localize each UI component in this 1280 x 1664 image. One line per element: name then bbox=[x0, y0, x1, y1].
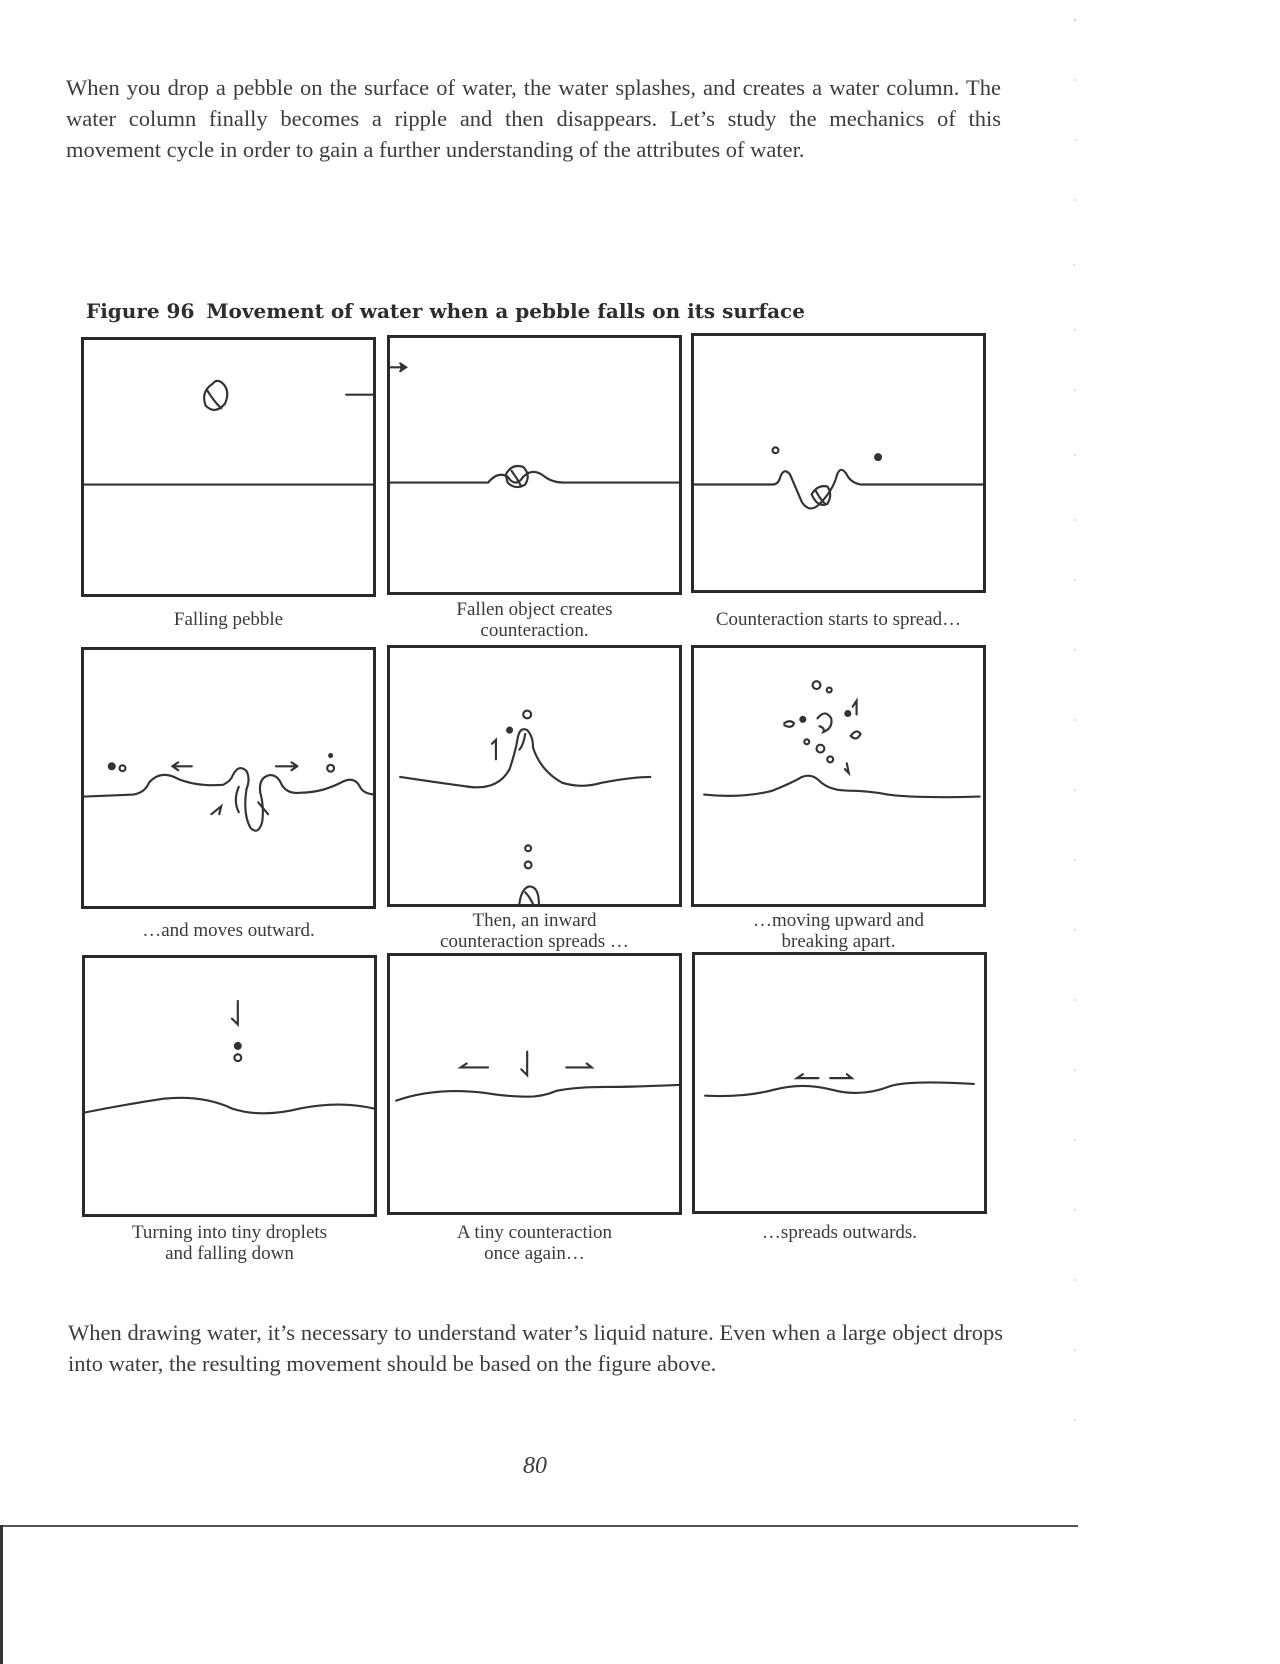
arrow-right bbox=[566, 1063, 591, 1067]
arrow-left bbox=[172, 762, 192, 770]
panel-tiny-droplets bbox=[82, 955, 377, 1217]
water-surface bbox=[705, 1082, 974, 1096]
bottom-rule bbox=[0, 1525, 1078, 1527]
arrow-left bbox=[797, 1074, 818, 1078]
caption-panel-3: Counteraction starts to spread… bbox=[715, 609, 962, 630]
caption-panel-6: …moving upward and breaking apart. bbox=[753, 910, 924, 952]
intro-paragraph: When you drop a pebble on the surface of water, the water splashes, and creates a water column. The water column finally becomes a ripple and then disappears. Let’s study the mechanics of this movement cycle in order to gain a further understanding of the attributes of water. bbox=[66, 75, 1001, 162]
arrow-down bbox=[232, 1001, 238, 1024]
pebble-falling-drawing bbox=[84, 340, 373, 594]
moves-outward-drawing bbox=[84, 650, 373, 906]
figure-title bbox=[86, 299, 805, 323]
inward-counteraction-drawing bbox=[390, 648, 679, 904]
panel-counteraction-spread bbox=[691, 333, 986, 593]
panel-tiny-counteraction bbox=[387, 953, 682, 1215]
counteraction-spread-drawing bbox=[694, 336, 983, 590]
arrow-right bbox=[276, 762, 297, 770]
water-surface bbox=[84, 768, 373, 831]
panel-moves-outward bbox=[81, 647, 376, 909]
tiny-counteraction-drawing bbox=[390, 956, 679, 1212]
arrow-down bbox=[521, 1052, 527, 1075]
panel-falling-pebble bbox=[81, 337, 376, 597]
breaking-apart-drawing bbox=[694, 648, 983, 904]
caption-panel-8: A tiny counteraction once again… bbox=[456, 1222, 613, 1264]
tiny-droplets-drawing bbox=[85, 958, 374, 1214]
fallen-object-drawing bbox=[390, 338, 679, 592]
caption-panel-1: Falling pebble bbox=[173, 609, 284, 630]
water-surface bbox=[396, 1085, 678, 1101]
left-edge-bar bbox=[0, 1525, 3, 1664]
scan-edge-specks bbox=[1068, 0, 1082, 1500]
page-number: 80 bbox=[523, 1453, 547, 1479]
outro-paragraph: When drawing water, it’s necessary to understand water’s liquid nature. Even when a large object drops into water, the resulting movement should be based on the figure above. bbox=[68, 1320, 1003, 1376]
breaking-droplet bbox=[817, 713, 831, 732]
panel-breaking-apart bbox=[691, 645, 986, 907]
figure-title-text: Movement of water when a pebble falls on its surface bbox=[206, 299, 805, 323]
caption-panel-4: …and moves outward. bbox=[142, 920, 315, 941]
water-surface bbox=[704, 776, 980, 797]
water-surface bbox=[85, 1098, 373, 1114]
figure-number: Figure 96 bbox=[86, 299, 195, 323]
caption-panel-5: Then, an inward counteraction spreads … bbox=[440, 910, 629, 952]
caption-panel-2: Fallen object creates counteraction. bbox=[456, 599, 613, 641]
panel-spreads-outwards bbox=[692, 952, 987, 1214]
panel-inward-counteraction bbox=[387, 645, 682, 907]
arrow-right bbox=[830, 1074, 851, 1078]
pebble bbox=[204, 381, 227, 410]
caption-panel-9: …spreads outwards. bbox=[761, 1222, 918, 1243]
arrow-inward-left bbox=[211, 806, 221, 814]
panel-fallen-object bbox=[387, 335, 682, 595]
arrow-left bbox=[461, 1063, 488, 1067]
water-surface bbox=[694, 470, 982, 509]
caption-panel-7: Turning into tiny droplets and falling down bbox=[131, 1222, 328, 1264]
water-surface bbox=[390, 472, 678, 483]
spreads-outwards-drawing bbox=[695, 955, 984, 1211]
